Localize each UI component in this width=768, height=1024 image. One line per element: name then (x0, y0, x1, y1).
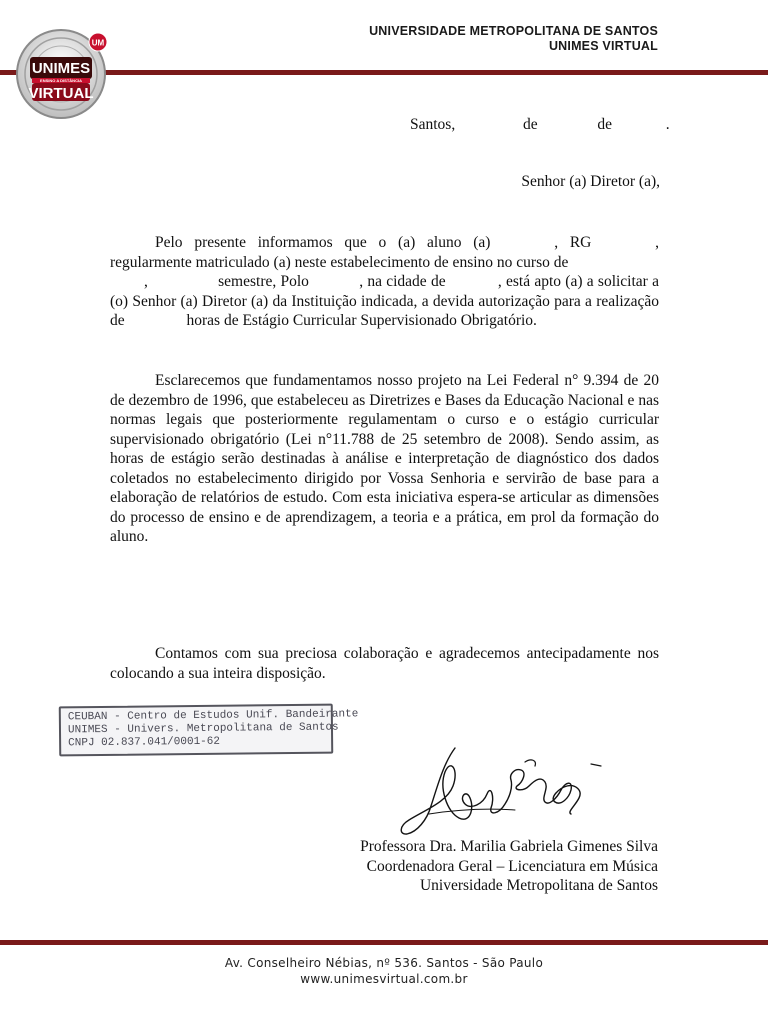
date-end: . (665, 116, 670, 133)
stamp-line-3: CNPJ 02.837.041/0001-62 (68, 735, 221, 750)
institution-name: UNIVERSIDADE METROPOLITANA DE SANTOS (369, 24, 658, 38)
unimes-logo (10, 22, 112, 120)
handwritten-signature (395, 740, 635, 840)
stamp-line-1: CEUBAN - Centro de Estudos Unif. Bandeirante (67, 708, 359, 724)
date-de-1: de (522, 116, 538, 133)
place-date-line (410, 116, 670, 134)
place-city: Santos, (410, 116, 456, 133)
date-de-2: de (597, 116, 612, 133)
paragraph-3: Contamos com sua preciosa colaboração e agradecemos antecipadamente nos colocando a sua inteira disposição. (110, 645, 659, 682)
paragraph-2: Esclarecemos que fundamentamos nosso projeto na Lei Federal n° 9.394 de 20 de dezembro de 1996, que estabeleceu as Diretrizes e Bases da Educação Nacional e nas normas legais que posteriormente regulamentam o curso e o estágio curricular supervisionado obrigatório (Lei n°11.788 de 25 setembro de 2008). Sendo assim, as horas de estágio serão destinadas à análise e interpretação de diagnóstico dos dados coletados no estabelecimento dirigido por Vossa Senhoria e servirão de base para a elaboração de relatórios de estudo. Com esta iniciativa espera-se articular as dimensões do processo de ensino e de aprendizagem, a teoria e a prática, em prol da formação do aluno. (110, 372, 659, 545)
institution-stamp (59, 704, 359, 757)
signatory-name: Professora Dra. Marilia Gabriela Gimenes Silva (360, 838, 658, 855)
stamp-line-2: UNIMES - Univers. Metropolitana de Santos (67, 721, 339, 737)
department-name: UNIMES VIRTUAL (548, 39, 658, 53)
letterhead-title (369, 24, 658, 54)
svg-text:VIRTUAL: VIRTUAL (28, 85, 94, 102)
paragraph-1: Pelo presente informamos que o (a) aluno (a) , RG , regularmente matriculado (a) neste estabelecimento de ensino no curso de , semestre, Polo , na cidade de , está apto (a) a solicitar a (o) Senhor (a) Diretor (a) da Instituição indicada, a devida autorização para a realização de horas de Estágio Curricular Supervisionado Obrigatório. (110, 234, 659, 329)
signatory-institution: Universidade Metropolitana de Santos (419, 877, 658, 894)
footer-website[interactable]: www.unimesvirtual.com.br (300, 972, 468, 986)
signatory-role: Coordenadora Geral – Licenciatura em Música (366, 857, 658, 875)
footer-divider (0, 940, 768, 945)
salutation: Senhor (a) Diretor (a), (521, 173, 660, 190)
svg-text:ENSINO A DISTÂNCIA: ENSINO A DISTÂNCIA (40, 78, 82, 84)
footer-address: Av. Conselheiro Nébias, nº 536. Santos - São Paulo (224, 956, 544, 970)
footer (0, 955, 768, 987)
header-divider (0, 70, 768, 75)
svg-text:UNIMES: UNIMES (31, 60, 91, 77)
signature-block (360, 837, 658, 896)
svg-text:UM: UM (91, 38, 105, 48)
